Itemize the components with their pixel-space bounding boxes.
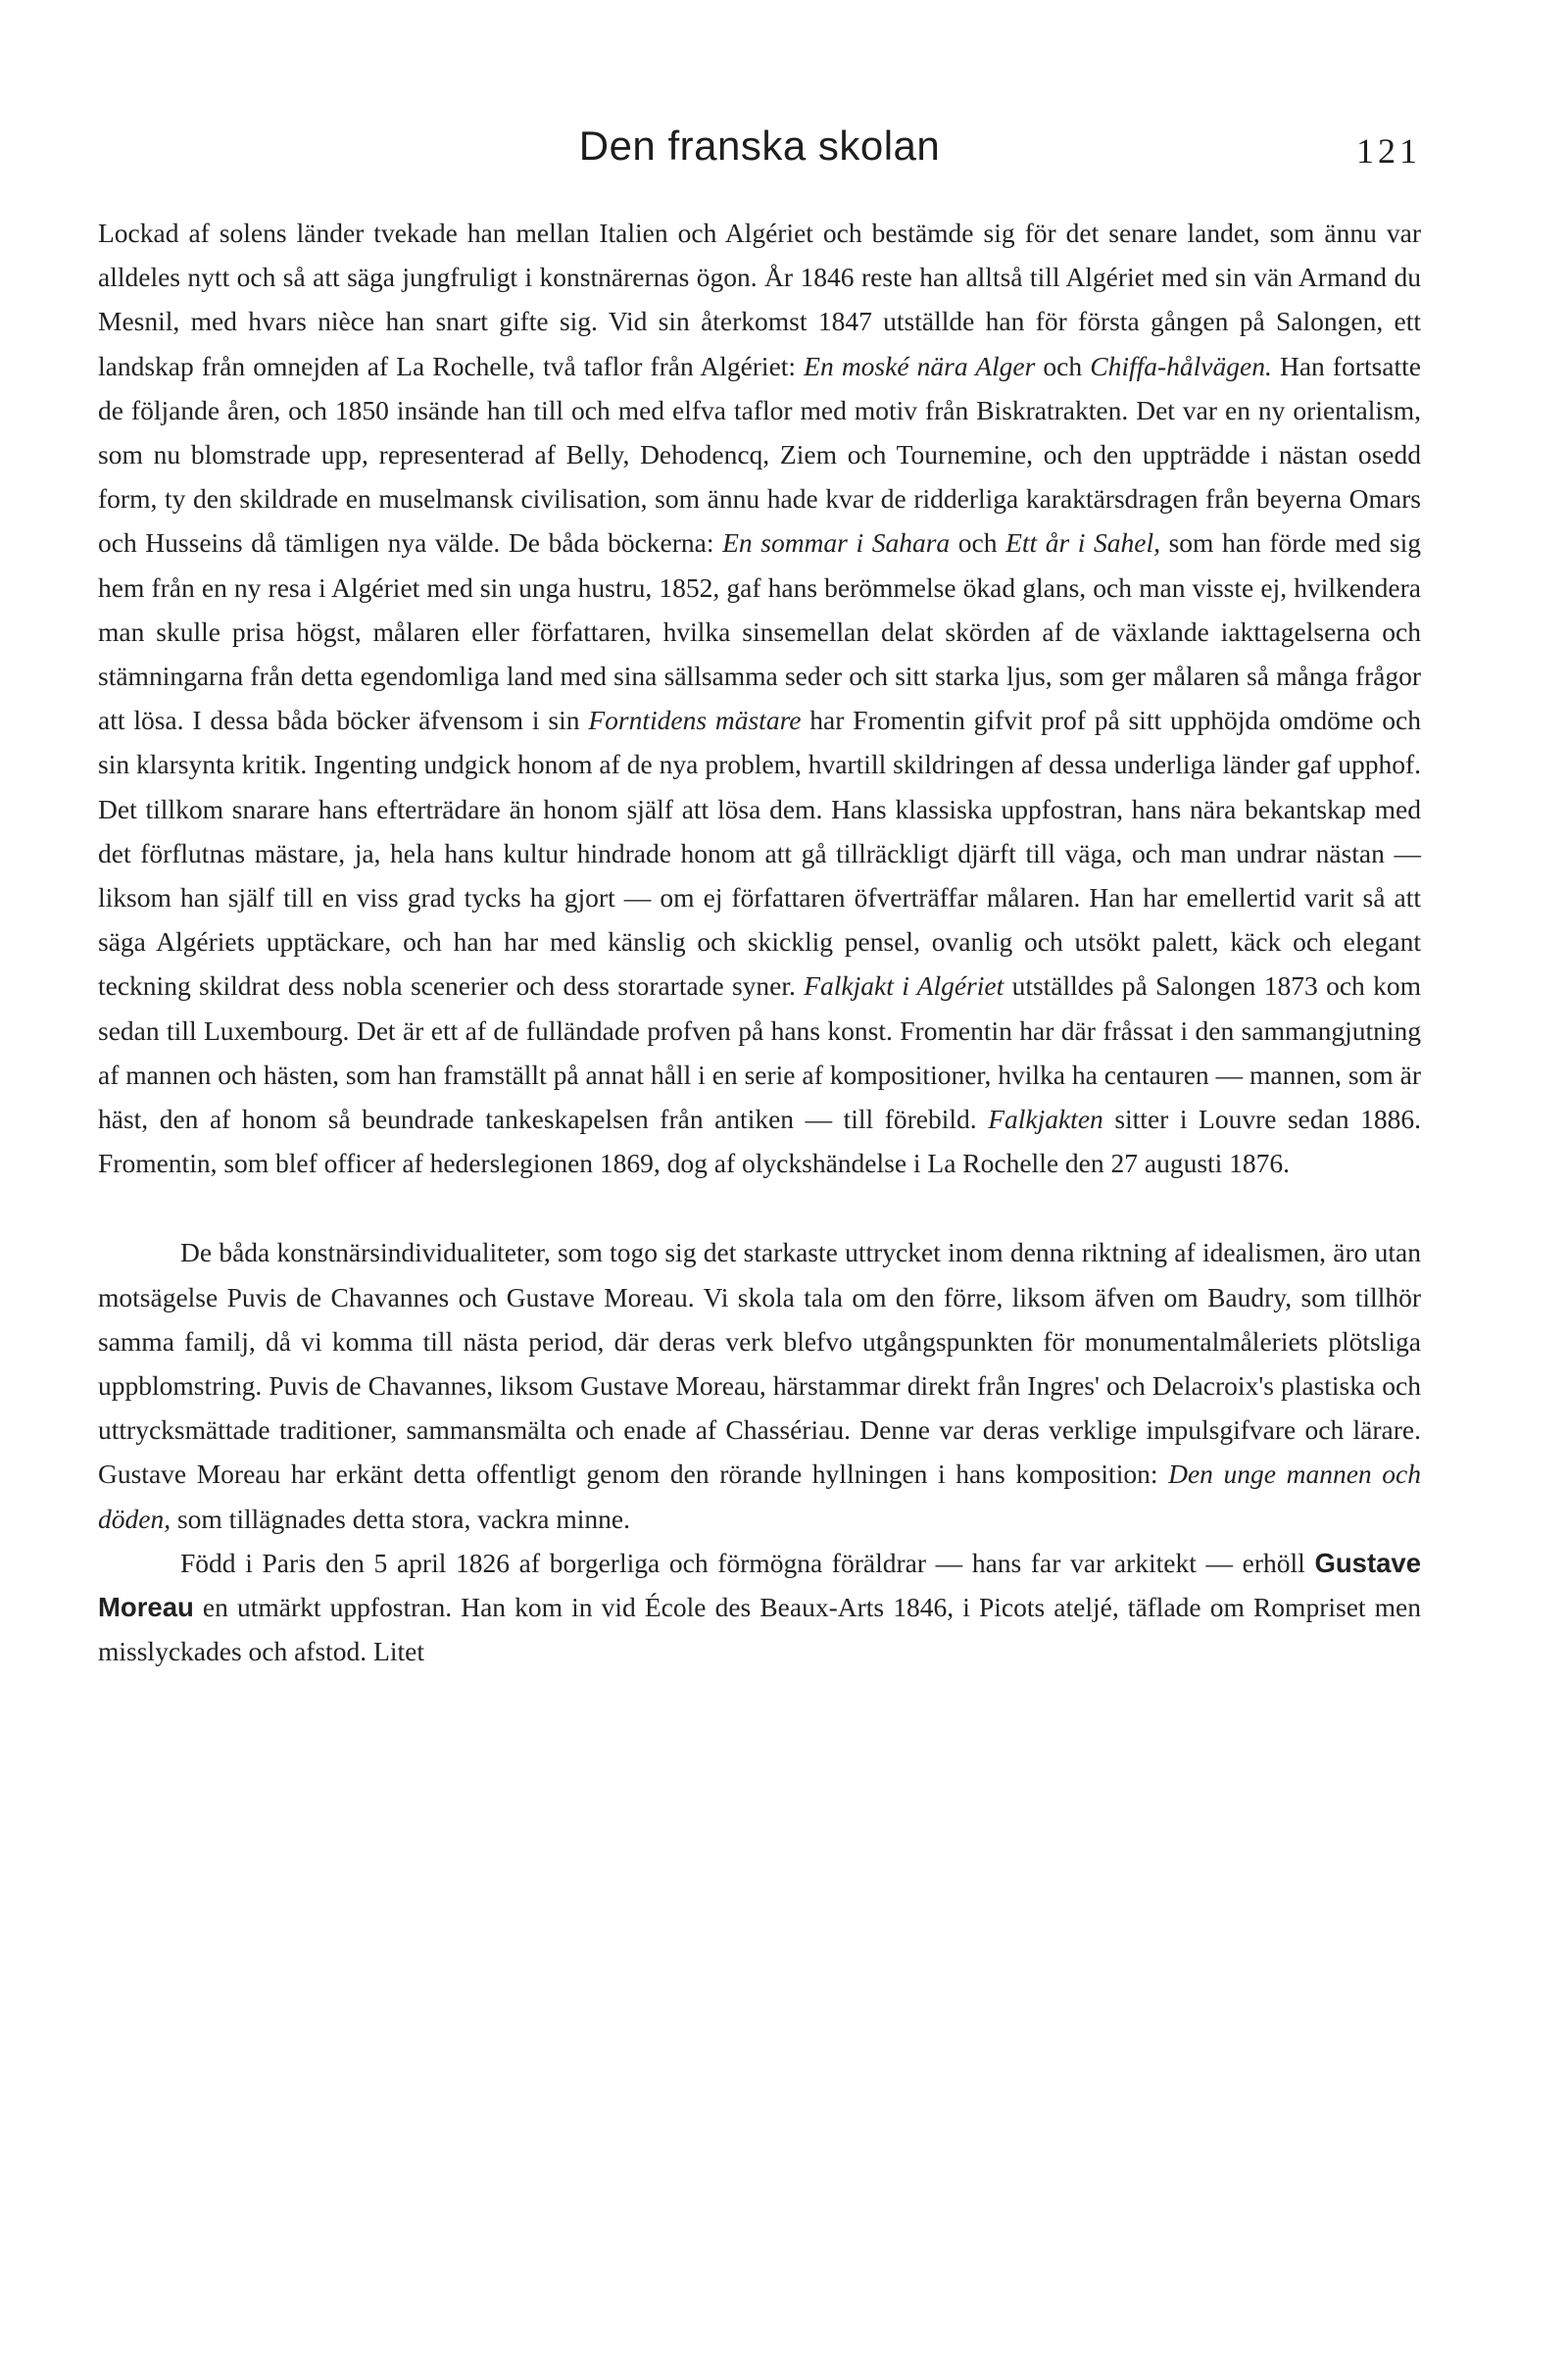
book-title: En sommar i Sahara <box>722 527 951 559</box>
body-text <box>98 211 1421 1674</box>
artwork-title: Den unge mannen och döden, <box>98 1459 1421 1534</box>
artwork-title: Falkjakten <box>988 1104 1103 1135</box>
artwork-title: En moské nära Alger <box>804 350 1036 381</box>
text-run: en utmärkt uppfostran. Han kom in vid École des Beaux-Arts 1846, i Picots ateljé, täflade om Rompriset men misslyckades och afstod. Litet <box>98 1592 1421 1667</box>
text-run: och <box>950 527 1006 559</box>
artwork-title: Chiffa-hålvägen. <box>1090 350 1272 381</box>
text-run: Lockad af solens länder tvekade han mellan Italien och Algériet och bestämde sig för det senare landet, som ännu var alldeles nytt och så att säga jungfruligt i konstnärernas ögon. År 1846 reste han alltså till Algériet med sin vän Armand du Mesnil, med hvars nièce han snart gifte sig. Vid sin återkomst 1847 utställde han för första gången på Salongen, ett landskap från omnejden af La Rochelle, två taflor från Algériet: <box>98 218 1421 381</box>
text-run: och <box>1035 350 1091 381</box>
page-header <box>98 123 1421 181</box>
text-run: som tillägnades detta stora, vackra minne. <box>171 1503 630 1534</box>
text-run: Född i Paris den 5 april 1826 af borgerliga och förmögna föräldrar — hans far var arkitekt — erhöll <box>180 1547 1315 1578</box>
text-run: har Fromentin gifvit prof på sitt upphöjda omdöme och sin klarsynta kritik. Ingenting undgick honom af de nya problem, hvartill skildringen af dessa underliga länder gaf upphof. Det tillkom snarare hans efterträdare än honom själf att lösa dem. Hans klassiska uppfostran, hans nära bekantskap med det förflutnas mästare, ja, hela hans kultur hindrade honom att gå tillräckligt djärft till väga, och man undrar nästan — liksom han själf till en viss grad tycks ha gjort — om ej författaren öfverträffar målaren. Han har emellertid varit så att säga Algériets upptäckare, och han har med känslig och skicklig pensel, ovanlig och utsökt palett, käck och elegant teckning skildrat dess nobla scenerier och dess storartade syner. <box>98 705 1421 1002</box>
artist-name: Gustave Moreau <box>98 1547 1421 1623</box>
book-title: Ett år i Sahel, <box>1005 527 1160 559</box>
text-run: Han fortsatte de följande åren, och 1850 insände han till och med elfva taflor med motiv från Biskratrakten. Det var en ny orientalism, som nu blomstrade upp, representerad af Belly, Dehodencq, Ziem och Tournemine, och den uppträdde i nästan osedd form, ty den skildrade en muselmansk civilisation, som ännu hade kvar de ridderliga karaktärsdragen från beyerna Omars och Husseins då tämligen nya välde. De båda böckerna: <box>98 350 1421 559</box>
book-title: Forntidens mästare <box>588 705 802 736</box>
paragraph-fromentin <box>98 211 1421 1185</box>
running-title: Den franska skolan <box>578 123 941 169</box>
text-run: som han förde med sig hem från en ny resa i Algériet med sin unga hustru, 1852, gaf hans berömmelse ökad glans, och man visste ej, hvilkendera man skulle prisa högst, målaren eller författaren, hvilka sinsemellan delat skörden af de växlande iakttagelserna och stämningarna från detta egendomliga land med sina sällsamma seder och sitt starka ljus, som ger målaren så många frågor att lösa. I dessa båda böcker äfvensom i sin <box>98 527 1421 736</box>
paragraph-idealism <box>98 1230 1421 1540</box>
artwork-title: Falkjakt i Algériet <box>804 970 1004 1002</box>
text-run: De båda konstnärsindividualiteter, som togo sig det starkaste uttrycket inom denna riktning af idealismen, äro utan motsägelse Puvis de Chavannes och Gustave Moreau. Vi skola tala om den förre, liksom äfven om Baudry, som tillhör samma familj, då vi komma till nästa period, där deras verk blefvo utgångspunkten för monumentalmåleriets plötsliga uppblomstring. Puvis de Chavannes, liksom Gustave Moreau, härstammar direkt från Ingres' och Delacroix's plastiska och uttrycksmättade traditioner, sammansmälta och enade af Chassériau. Denne var deras verklige impulsgifvare och lärare. Gustave Moreau har erkänt detta offentligt genom den rörande hyllningen i hans komposition: <box>98 1237 1421 1490</box>
text-run: sitter i Louvre sedan 1886. Fromentin, som blef officer af hederslegionen 1869, dog af olyckshändelse i La Rochelle den 27 augusti 1876. <box>98 1104 1421 1179</box>
paragraph-moreau <box>98 1541 1421 1674</box>
text-run: utställdes på Salongen 1873 och kom sedan till Luxembourg. Det är ett af de fulländade profven på hans konst. Fromentin har där fråssat i den sammangjutning af mannen och hästen, som han framställt på annat håll i en serie af kompositioner, hvilka ha centauren — mannen, som är häst, den af honom så beundrade tankeskapelsen från antiken — till förebild. <box>98 970 1421 1135</box>
page-number: 121 <box>1356 131 1421 171</box>
